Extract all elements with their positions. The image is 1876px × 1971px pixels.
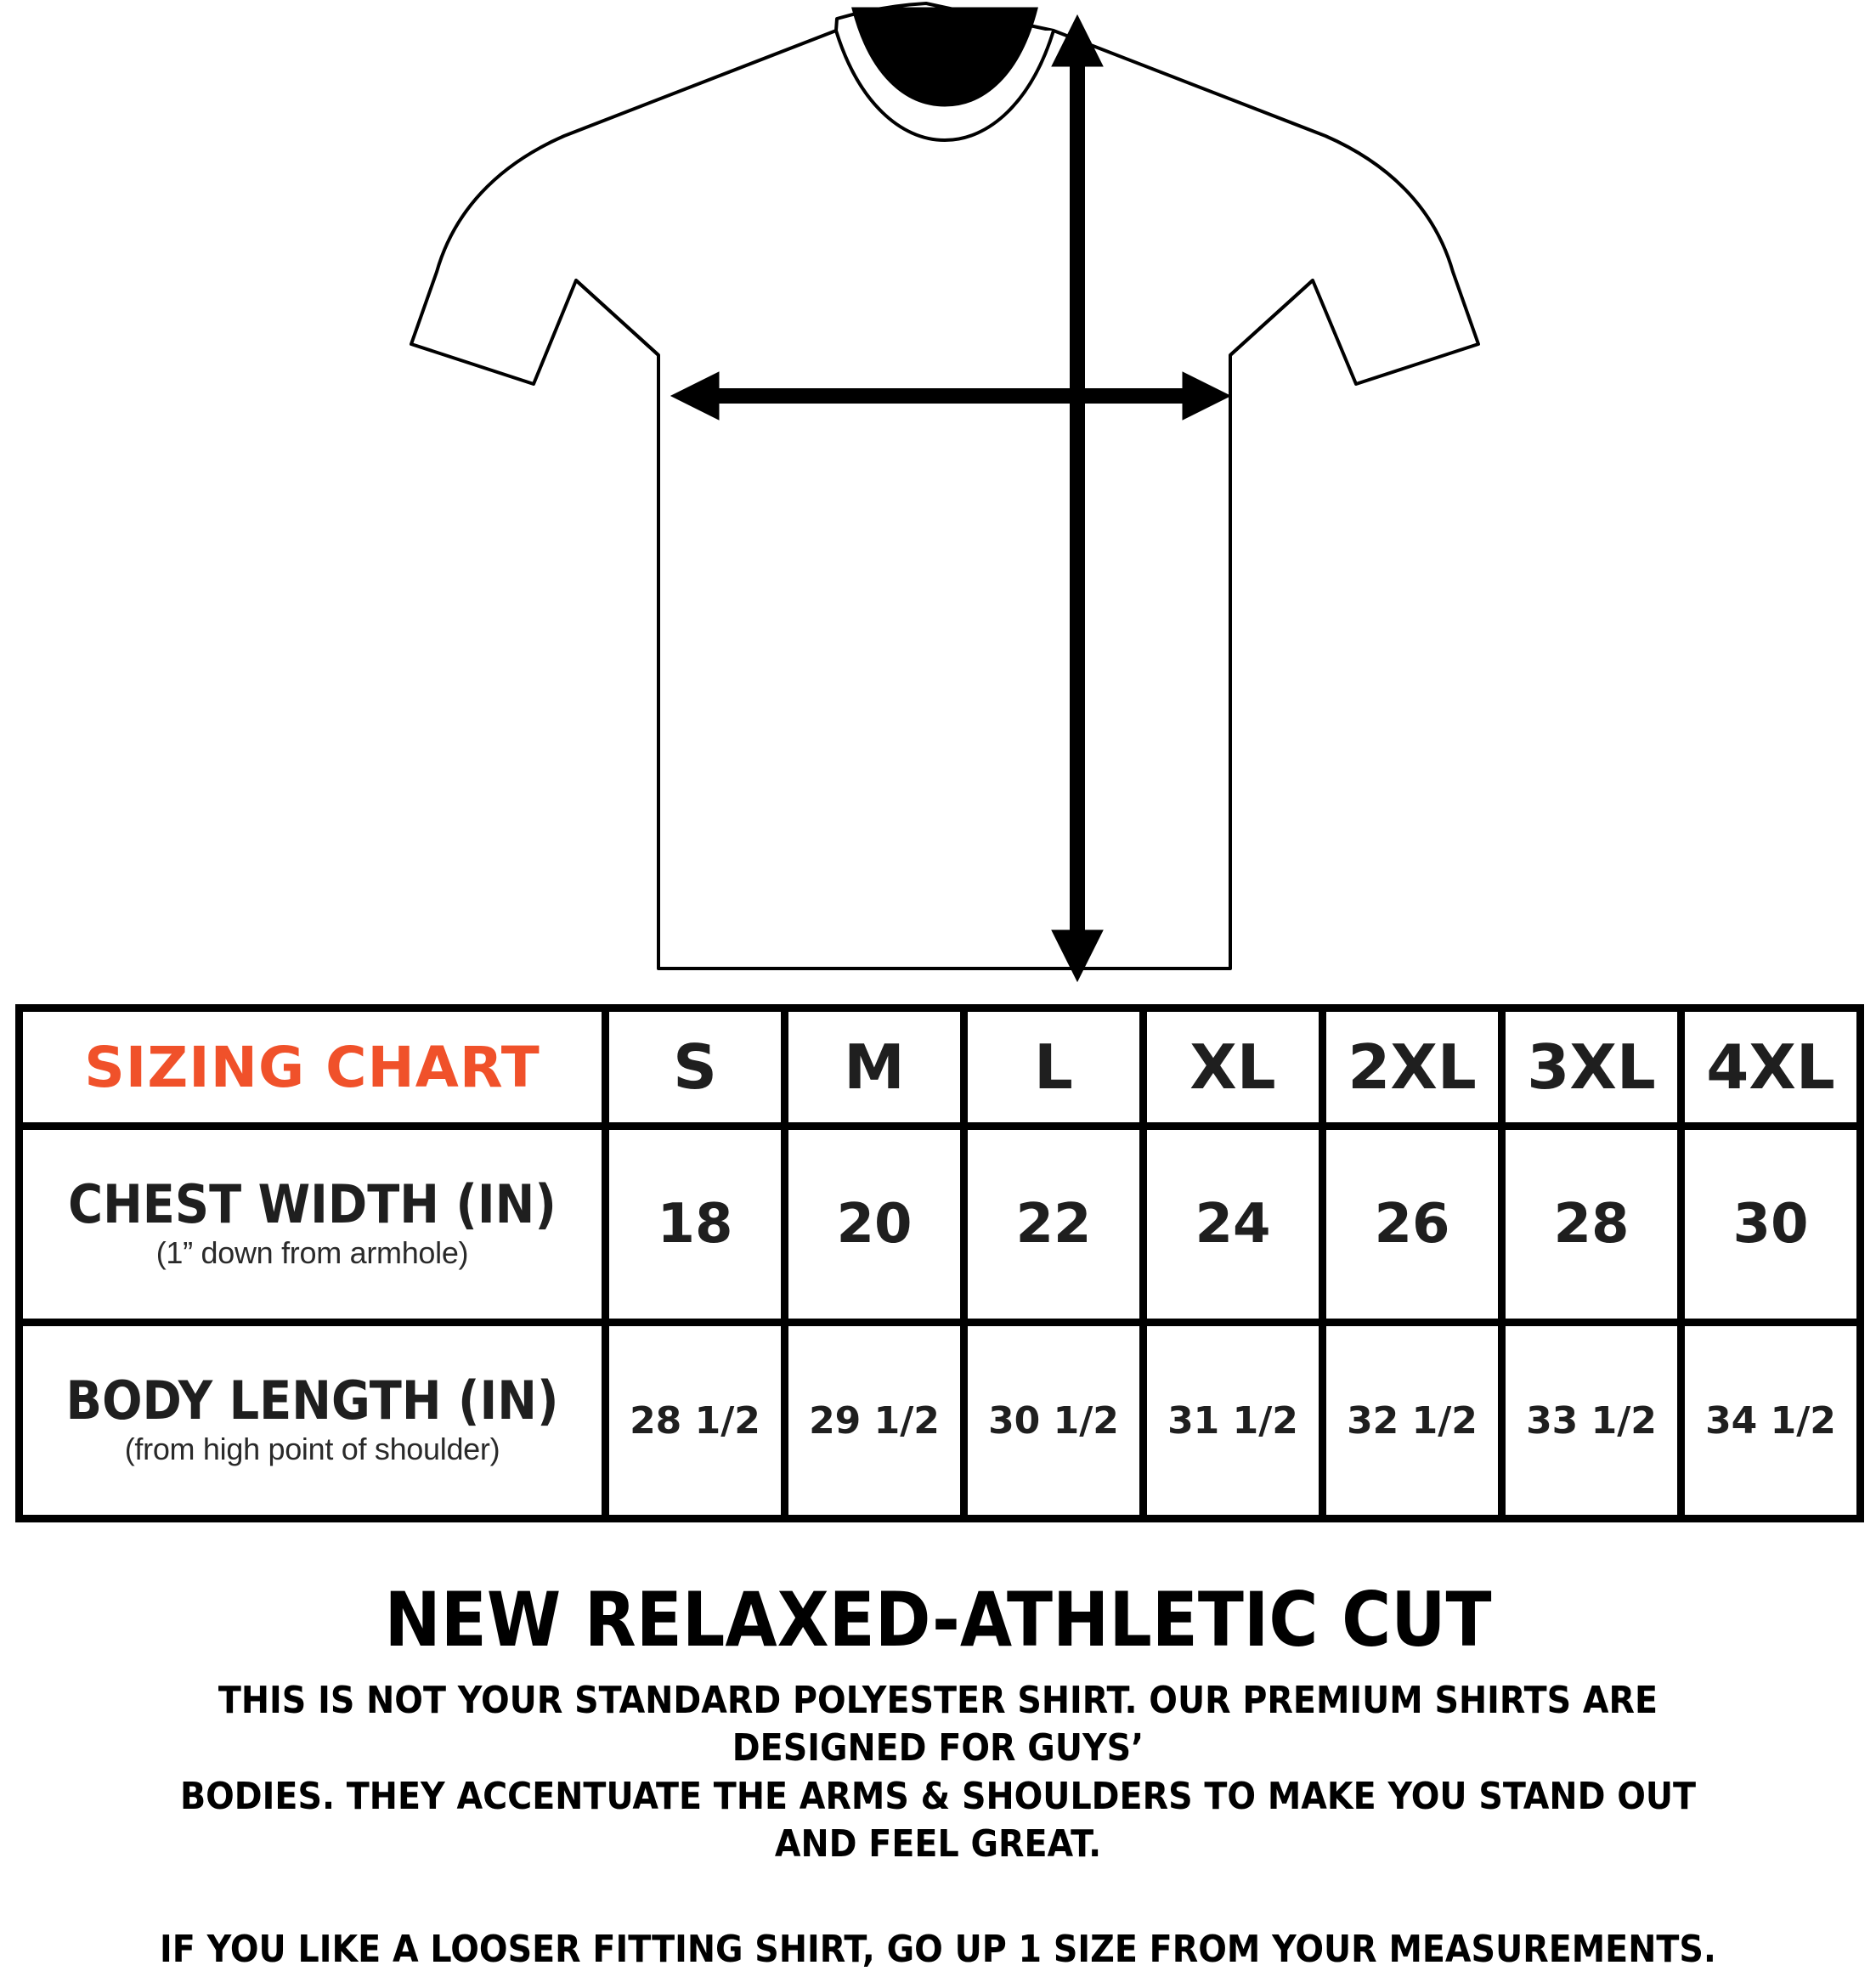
size-label: 4XL bbox=[1706, 1031, 1835, 1103]
size-header-4xl bbox=[1681, 1008, 1861, 1127]
cell-value: 24 bbox=[1195, 1193, 1271, 1256]
size-label: XL bbox=[1189, 1031, 1276, 1103]
cell-value: 29 1/2 bbox=[809, 1398, 940, 1443]
chest-width-4xl bbox=[1681, 1127, 1861, 1323]
cell-value: 33 1/2 bbox=[1526, 1398, 1657, 1443]
chest-width-s bbox=[606, 1127, 785, 1323]
chest-width-m bbox=[785, 1127, 964, 1323]
cell-value: 22 bbox=[1015, 1193, 1092, 1256]
cell-value: 30 1/2 bbox=[988, 1398, 1119, 1443]
size-header-m bbox=[785, 1008, 964, 1127]
table-row-chest-width bbox=[20, 1127, 1861, 1323]
size-header-3xl bbox=[1502, 1008, 1681, 1127]
table-row-body-length bbox=[20, 1323, 1861, 1519]
cell-value: 32 1/2 bbox=[1347, 1398, 1478, 1443]
size-header-l bbox=[964, 1008, 1144, 1127]
body-length-label: BODY LENGTH (IN) bbox=[65, 1370, 559, 1432]
body-length-l bbox=[964, 1323, 1144, 1519]
size-header-2xl bbox=[1323, 1008, 1502, 1127]
body-length-note: (from high point of shoulder) bbox=[124, 1431, 500, 1466]
sizing-advice-note: IF YOU LIKE A LOOSER FITTING SHIRT, GO UP 1 SIZE FROM YOUR MEASUREMENTS. bbox=[160, 1928, 1716, 1971]
size-label: M bbox=[844, 1031, 905, 1103]
size-header-xl bbox=[1144, 1008, 1323, 1127]
chest-width-xl bbox=[1144, 1127, 1323, 1323]
chest-width-l bbox=[964, 1127, 1144, 1323]
cell-value: 30 bbox=[1732, 1193, 1809, 1256]
cut-heading: NEW RELAXED-ATHLETIC CUT bbox=[384, 1576, 1492, 1663]
sizing-chart-title-cell bbox=[20, 1008, 606, 1127]
cell-value: 28 1/2 bbox=[630, 1398, 760, 1443]
sizing-table-wrap bbox=[15, 1004, 1861, 1522]
body-length-4xl bbox=[1681, 1323, 1861, 1519]
cell-value: 20 bbox=[836, 1193, 913, 1256]
cell-value: 31 1/2 bbox=[1167, 1398, 1298, 1443]
body-length-m bbox=[785, 1323, 964, 1519]
cut-description-line-1: THIS IS NOT YOUR STANDARD POLYESTER SHIRT. OUR PREMIUM SHIRTS ARE DESIGNED FOR GUYS’ bbox=[218, 1679, 1658, 1771]
body-length-2xl bbox=[1323, 1323, 1502, 1519]
chest-width-3xl bbox=[1502, 1127, 1681, 1323]
footer-copy bbox=[0, 1576, 1876, 1971]
cell-value: 18 bbox=[657, 1193, 733, 1256]
shirt-body-path bbox=[411, 3, 1478, 969]
body-length-xl bbox=[1144, 1323, 1323, 1519]
sizing-chart-title: SIZING CHART bbox=[84, 1034, 540, 1100]
sizing-table bbox=[15, 1004, 1864, 1522]
size-label: L bbox=[1034, 1031, 1073, 1103]
size-label: S bbox=[673, 1031, 717, 1103]
cut-description-line-2: BODIES. THEY ACCENTUATE THE ARMS & SHOULDERS TO MAKE YOU STAND OUT AND FEEL GREAT. bbox=[179, 1774, 1697, 1866]
chest-width-note: (1” down from armhole) bbox=[155, 1234, 469, 1270]
chest-width-2xl bbox=[1323, 1127, 1502, 1323]
body-length-s bbox=[606, 1323, 785, 1519]
cell-value: 28 bbox=[1553, 1193, 1630, 1256]
body-length-3xl bbox=[1502, 1323, 1681, 1519]
size-label: 3XL bbox=[1527, 1031, 1656, 1103]
chest-width-label: CHEST WIDTH (IN) bbox=[68, 1173, 557, 1236]
table-header-row bbox=[20, 1008, 1861, 1127]
chest-width-label-cell bbox=[20, 1127, 606, 1323]
size-label: 2XL bbox=[1348, 1031, 1477, 1103]
size-header-s bbox=[606, 1008, 785, 1127]
cell-value: 34 1/2 bbox=[1705, 1398, 1836, 1443]
cell-value: 26 bbox=[1374, 1193, 1450, 1256]
body-length-label-cell bbox=[20, 1323, 606, 1519]
